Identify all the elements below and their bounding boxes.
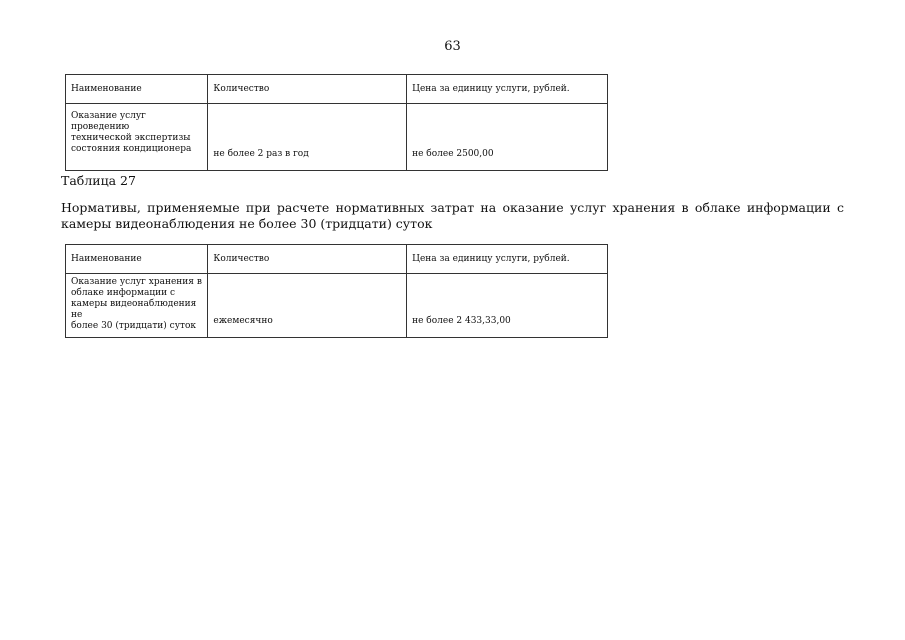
cell-name-line: более 30 (тридцати) суток	[71, 321, 197, 331]
cell-name-line: Оказание услуг хранения в	[71, 277, 202, 287]
cell-name	[66, 104, 208, 171]
header-name: Наименование	[66, 245, 208, 274]
table-caption: Таблица 27	[61, 173, 136, 188]
table-row	[66, 274, 608, 338]
header-name: Наименование	[66, 75, 208, 104]
cell-quantity: не более 2 раз в год	[208, 104, 407, 171]
norms-table-27	[65, 244, 608, 338]
page-number: 63	[444, 39, 461, 54]
cell-price: не более 2 433,33,00	[407, 274, 608, 338]
cell-name-line: облаке информации с	[71, 288, 176, 298]
table-header-row	[66, 245, 608, 274]
table-description: Нормативы, применяемые при расчете нормативных затрат на оказание услуг хранения в облаке информации с камеры видеонаблюдения не более 30 (тридцати) суток	[61, 200, 844, 231]
table-header-row	[66, 75, 608, 104]
cell-name	[66, 274, 208, 338]
header-quantity: Количество	[208, 75, 407, 104]
cell-name-line: Оказание услуг проведению	[71, 111, 146, 132]
header-price: Цена за единицу услуги, рублей.	[407, 75, 608, 104]
table-row	[66, 104, 608, 171]
cell-quantity: ежемесячно	[208, 274, 407, 338]
cell-name-line: состояния кондиционера	[71, 144, 192, 154]
norms-table-top	[65, 74, 608, 171]
cell-name-line: технической экспертизы	[71, 133, 191, 143]
cell-name-line: камеры видеонаблюдения не	[71, 299, 197, 320]
header-price: Цена за единицу услуги, рублей.	[407, 245, 608, 274]
header-quantity: Количество	[208, 245, 407, 274]
cell-price: не более 2500,00	[407, 104, 608, 171]
